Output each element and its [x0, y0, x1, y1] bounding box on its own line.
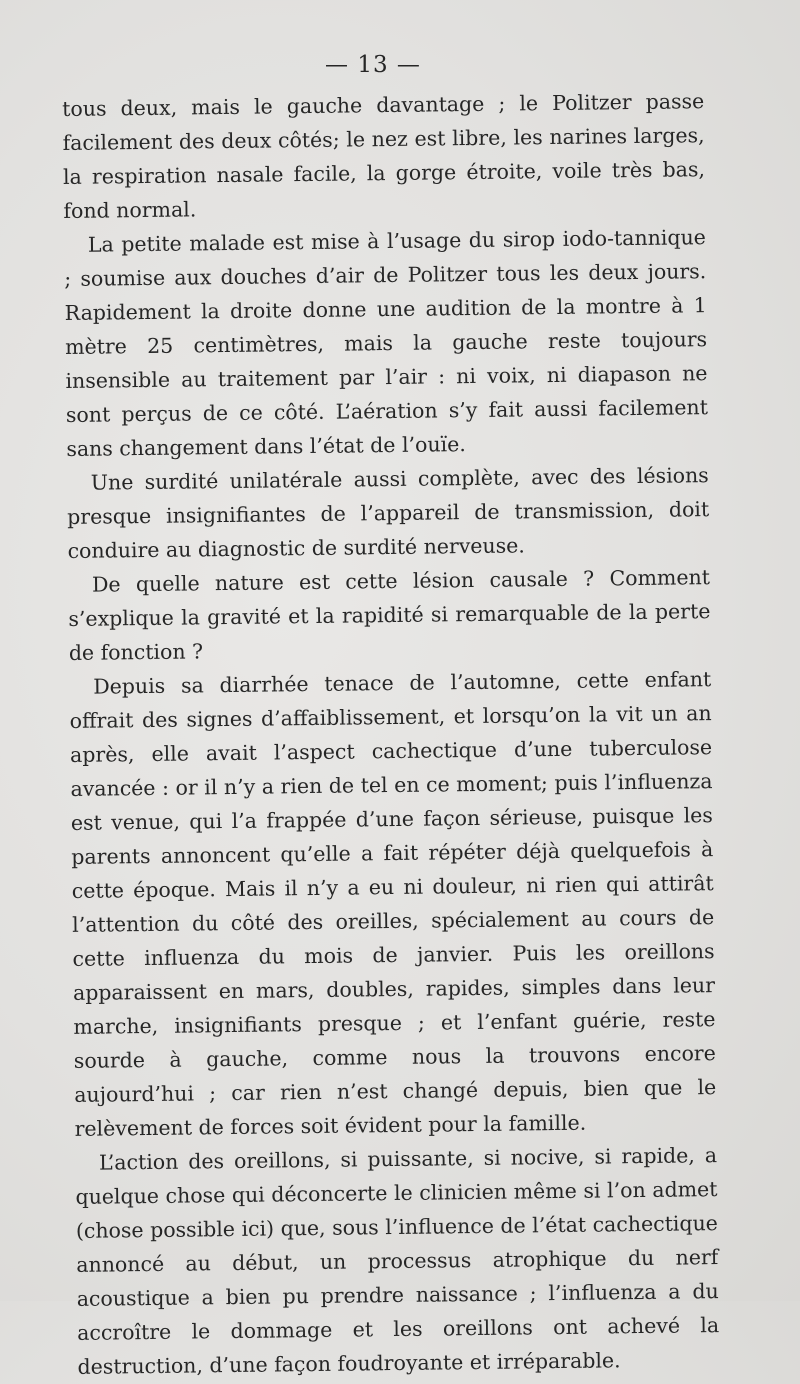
body-text: [62, 84, 720, 1384]
paragraph: tous deux, mais le gauche davantage ; le Politzer passe facilement des deux côtés; le nez est libre, les narines larges, la respiration nasale facile, la gorge étroite, voile très bas, fond normal.: [62, 89, 706, 223]
paragraph: De quelle nature est cette lésion causale ? Comment s’explique la gravité et la rapidité si remarquable de la perte de fonction ?: [68, 565, 711, 665]
paragraph: Depuis sa diarrhée tenace de l’automne, cette enfant offrait des signes d’affaiblissement, et lorsqu’on la vit un an après, elle avait l’aspect cachectique d’une tuberculose avancée : or il n’y a rien de tel en ce moment; puis l’influenza est venue, qui l’a frappée d’une façon sérieuse, puisque les parents annoncent qu’elle a fait répéter déjà quelquefois à cette époque. Mais il n’y a eu ni douleur, ni rien qui attirât l’attention du côté des oreilles, spécialement au cours de cette influenza du mois de janvier. Puis les oreillons apparaissent en mars, doubles, rapides, simples dans leur marche, insignifiants presque ; et l’enfant guérie, reste sourde à gauche, comme nous la trouvons encore aujourd’hui ; car rien n’est changé depuis, bien que le relèvement de forces soit évident pour la famille.: [69, 667, 717, 1141]
paragraph: Une surdité unilatérale aussi complète, avec des lésions presque insignifiantes de l’appareil de transmission, doit conduire au diagnostic de surdité nerveuse.: [67, 463, 710, 563]
page-number: — 13 —: [325, 52, 421, 78]
paragraph: La petite malade est mise à l’usage du sirop iodo-tannique ; soumise aux douches d’air de Politzer tous les deux jours. Rapidement la droite donne une audition de la montre à 1 mètre 25 centimètres, mais la gauche reste toujours insensible au traitement par l’air : ni voix, ni diapason ne sont perçus de ce côté. L’aération s’y fait aussi facilement sans changement dans l’état de l’ouïe.: [64, 225, 709, 461]
paragraph: L’action des oreillons, si puissante, si nocive, si rapide, a quelque chose qui déconcerte le clinicien même si l’on admet (chose possible ici) que, sous l’influence de l’état cachectique annoncé au début, un processus atrophique du nerf acoustique a bien pu prendre naissance ; l’influenza a du accroître le dommage et les oreillons ont achevé la destruction, d’une façon foudroyante et irréparable.: [75, 1143, 720, 1379]
